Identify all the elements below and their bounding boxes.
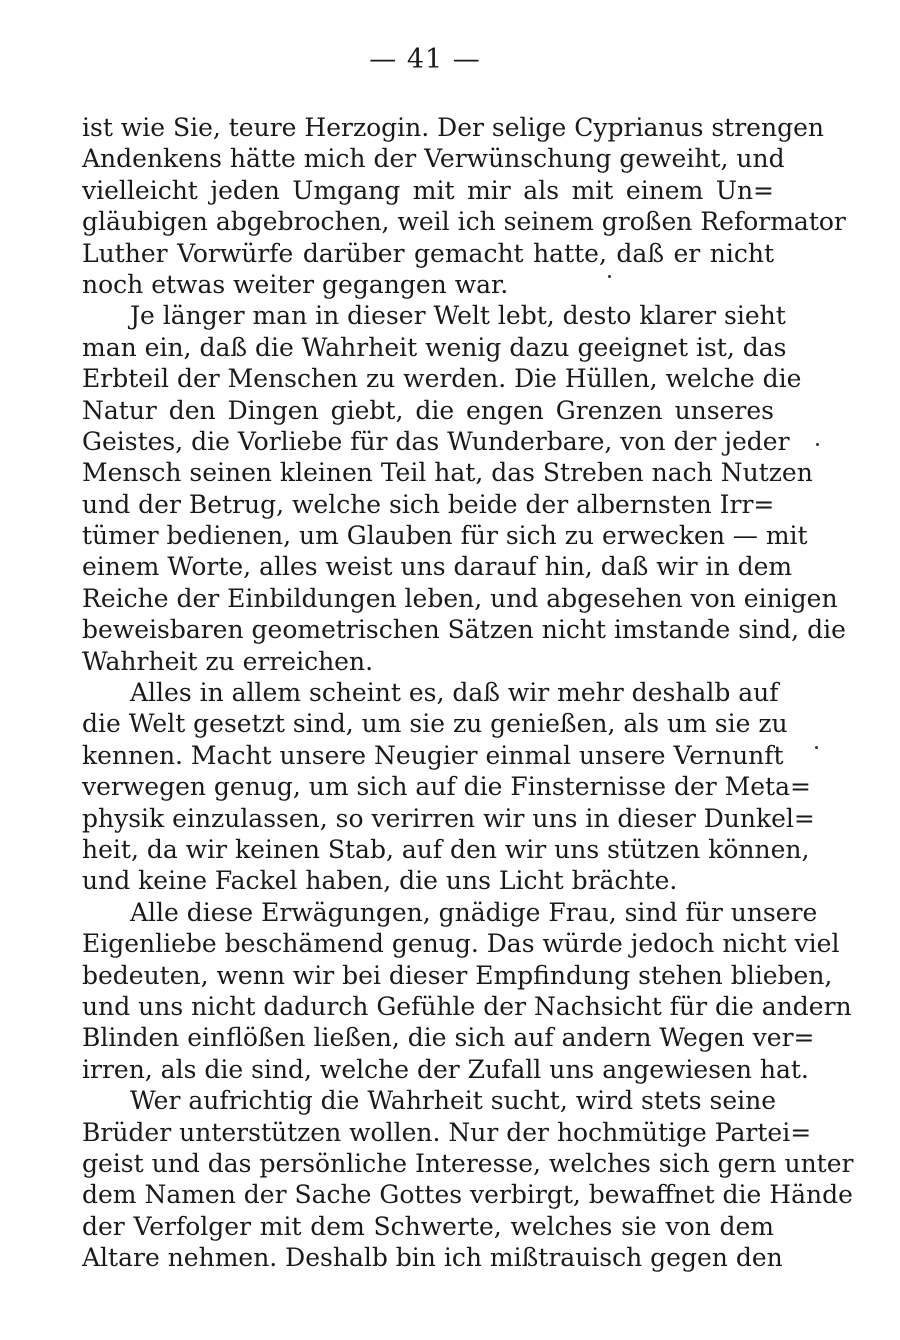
text-line: geist und das persönliche Interesse, welches sich gern unter <box>82 1148 854 1178</box>
text-line: beweisbaren geometrischen Sätzen nicht imstande sind, die <box>82 615 846 645</box>
text-line: Natur den Dingen giebt, die engen Grenzen unseres <box>82 395 774 425</box>
text-line: Andenkens hätte mich der Verwünschung geweiht, und <box>82 144 785 174</box>
paragraph-first-line: Je länger man in dieser Welt lebt, desto klarer sieht <box>130 301 786 331</box>
text-line: kennen. Macht unsere Neugier einmal unsere Vernunft <box>82 740 784 770</box>
text-line: noch etwas weiter gegangen war. <box>82 269 509 299</box>
text-line: Wahrheit zu erreichen. <box>82 646 374 676</box>
text-line: Eigenliebe beschämend genug. Das würde jedoch nicht viel <box>82 929 840 959</box>
text-line: Geistes, die Vorliebe für das Wunderbare, von der jeder <box>82 426 790 456</box>
paragraph-first-line: Alles in allem scheint es, daß wir mehr deshalb auf <box>130 678 779 708</box>
text-line: man ein, daß die Wahrheit wenig dazu geeignet ist, das <box>82 332 787 362</box>
text-line: gläubigen abgebrochen, weil ich seinem großen Reformator <box>82 207 846 237</box>
paragraph-first-line: Alle diese Erwägungen, gnädige Frau, sind für unsere <box>130 897 818 927</box>
text-line: und keine Fackel haben, die uns Licht brächte. <box>82 866 678 896</box>
text-line: und der Betrug, welche sich beide der albernsten Irr= <box>82 489 775 519</box>
text-line: Erbteil der Menschen zu werden. Die Hüllen, welche die <box>82 364 802 394</box>
text-line: heit, da wir keinen Stab, auf den wir uns stützen können, <box>82 834 810 864</box>
paragraph-first-line: Wer aufrichtig die Wahrheit sucht, wird stets seine <box>130 1086 777 1116</box>
text-line: dem Namen der Sache Gottes verbirgt, bewaffnet die Hände <box>82 1180 853 1210</box>
text-line: verwegen genug, um sich auf die Finsternisse der Meta= <box>82 772 811 802</box>
print-speck <box>815 746 818 749</box>
text-line: Mensch seinen kleinen Teil hat, das Streben nach Nutzen <box>82 458 813 488</box>
text-line: vielleicht jeden Umgang mit mir als mit einem Un= <box>82 175 774 205</box>
print-speck <box>816 443 819 446</box>
text-line: Luther Vorwürfe darüber gemacht hatte, daß er nicht <box>82 238 774 268</box>
text-line: ist wie Sie, teure Herzogin. Der selige Cyprianus strengen <box>82 113 824 142</box>
page-number: — 41 — <box>369 44 481 75</box>
print-speck <box>608 275 611 278</box>
text-line: tümer bedienen, um Glauben für sich zu erwecken — mit <box>82 521 808 551</box>
text-line: Reiche der Einbildungen leben, und abgesehen von einigen <box>82 583 838 613</box>
text-line: bedeuten, wenn wir bei dieser Empfindung stehen blieben, <box>82 960 833 990</box>
text-line: Brüder unterstützen wollen. Nur der hochmütige Partei= <box>82 1117 812 1147</box>
text-line: physik einzulassen, so verirren wir uns in dieser Dunkel= <box>82 803 815 833</box>
body-text <box>82 112 854 1273</box>
text-line: Altare nehmen. Deshalb bin ich mißtrauisch gegen den <box>82 1243 783 1273</box>
text-line: der Verfolger mit dem Schwerte, welches sie von dem <box>82 1211 774 1241</box>
text-line: irren, als die sind, welche der Zufall uns angewiesen hat. <box>82 1054 809 1084</box>
text-line: und uns nicht dadurch Gefühle der Nachsicht für die andern <box>82 991 852 1021</box>
text-line: Blinden einflößen ließen, die sich auf andern Wegen ver= <box>82 1023 815 1053</box>
text-line: die Welt gesetzt sind, um sie zu genießen, als um sie zu <box>82 709 788 739</box>
text-line: einem Worte, alles weist uns darauf hin, daß wir in dem <box>82 552 793 582</box>
